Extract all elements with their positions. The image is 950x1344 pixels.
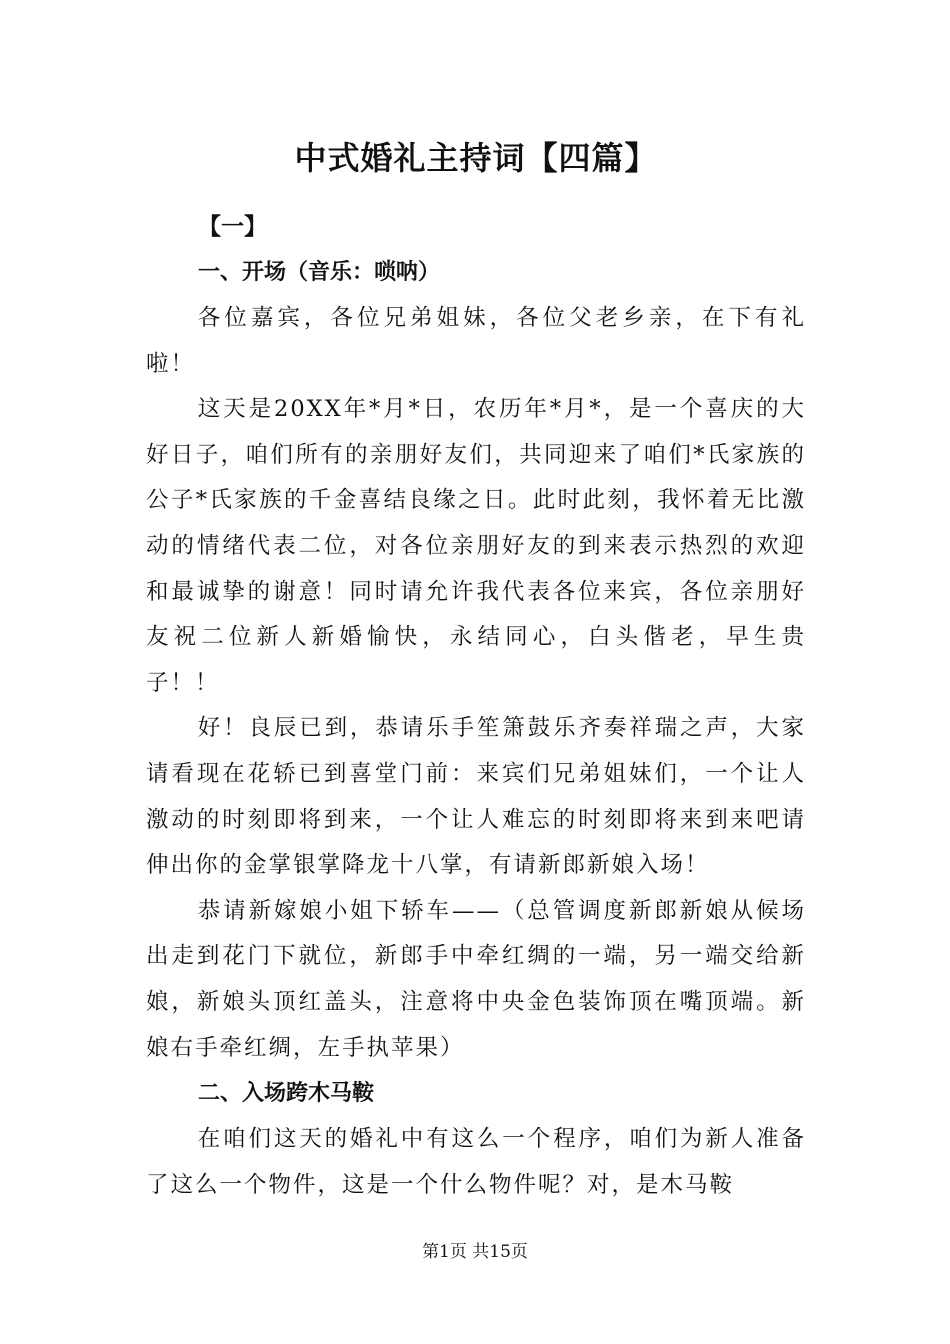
document-body: [146, 128, 806, 1208]
page-footer: 第1页 共15页: [422, 1242, 528, 1262]
paragraph: 各位嘉宾，各位兄弟姐妹，各位父老乡亲，在下有礼啦！: [146, 305, 806, 377]
section-heading-entrance: 二、入场跨木马鞍: [198, 1081, 375, 1107]
paragraph: 好！良辰已到，恭请乐手笙箫鼓乐齐奏祥瑞之声，大家请看现在花轿已到喜堂门前：来宾们兄弟姐妹们，一个让人激动的时刻即将到来，一个让人难忘的时刻即将来到来吧请伸出你的金掌银掌降龙十八掌，有请新郎新娘入场！: [146, 715, 806, 879]
section-mark: 【一】: [198, 214, 267, 240]
section-heading-opening: 一、开场（音乐：唢呐）: [198, 260, 441, 285]
document-title: 中式婚礼主持词【四篇】: [294, 139, 658, 177]
paragraph: 在咱们这天的婚礼中有这么一个程序，咱们为新人准备了这么一个物件，这是一个什么物件呢？对，是木马鞍: [146, 1126, 806, 1198]
paragraph: 这天是20XX年*月*日，农历年*月*，是一个喜庆的大好日子，咱们所有的亲朋好友们，共同迎来了咱们*氏家族的公子*氏家族的千金喜结良缘之日。此时此刻，我怀着无比激动的情绪代表二位，对各位亲朋好友的到来表示热烈的欢迎和最诚挚的谢意！同时请允许我代表各位来宾，各位亲朋好友祝二位新人新婚愉快，永结同心，白头偕老，早生贵子！！: [146, 396, 806, 696]
paragraph: 恭请新嫁娘小姐下轿车——（总管调度新郎新娘从候场出走到花门下就位，新郎手中牵红绸的一端，另一端交给新娘，新娘头顶红盖头，注意将中央金色装饰顶在嘴顶端。新娘右手牵红绸，左手执苹果）: [146, 897, 806, 1061]
